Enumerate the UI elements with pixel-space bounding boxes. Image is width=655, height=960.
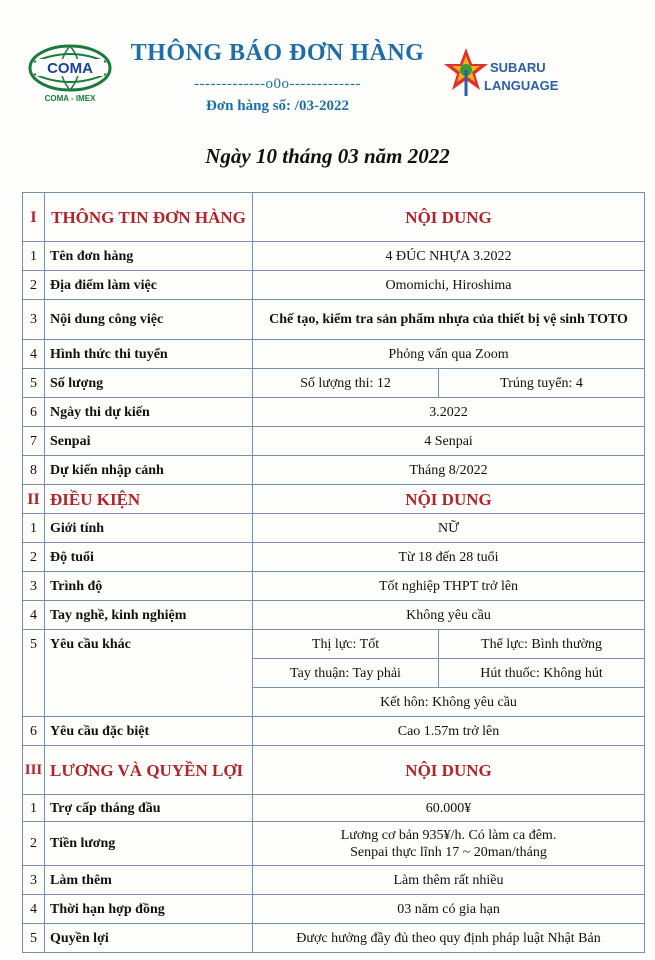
row-label: Thời hạn hợp đồng: [45, 895, 253, 924]
section-label: ĐIỀU KIỆN: [45, 485, 253, 514]
row-value: 3.2022: [253, 398, 645, 427]
section-label: LƯƠNG VÀ QUYỀN LỢI: [45, 746, 253, 795]
row-label: Dự kiến nhập cảnh: [45, 456, 253, 485]
row-number: 5: [23, 630, 45, 717]
section-number: II: [23, 485, 45, 514]
row-value: Từ 18 đến 28 tuổi: [253, 543, 645, 572]
row-value: 60.000¥: [253, 795, 645, 822]
table-row: [23, 398, 645, 427]
section-number: I: [23, 193, 45, 242]
table-row: [23, 924, 645, 953]
title-divider: -------------o0o-------------: [194, 76, 361, 92]
table-row: [23, 795, 645, 822]
table-row: [23, 456, 645, 485]
row-number: 1: [23, 242, 45, 271]
row-value: 03 năm có gia hạn: [253, 895, 645, 924]
row-value-exam-count: Số lượng thi: 12: [253, 369, 439, 398]
row-value: Chế tạo, kiểm tra sản phẩm nhựa của thiết bị vệ sinh TOTO: [253, 300, 645, 340]
row-number: 8: [23, 456, 45, 485]
table-row: [23, 543, 645, 572]
row-value: 4 ĐÚC NHỰA 3.2022: [253, 242, 645, 271]
row-label: Độ tuổi: [45, 543, 253, 572]
row-value: Phỏng vấn qua Zoom: [253, 340, 645, 369]
row-value-handedness: Tay thuận: Tay phải: [253, 659, 439, 688]
table-row: [23, 271, 645, 300]
document-date: Ngày 10 tháng 03 năm 2022: [205, 144, 450, 168]
row-label: Tiền lương: [45, 822, 253, 866]
row-value-marriage: Kết hôn: Không yêu cầu: [253, 688, 645, 717]
row-number: 4: [23, 601, 45, 630]
row-value: Không yêu cầu: [253, 601, 645, 630]
table-row: [23, 866, 645, 895]
table-row: [23, 601, 645, 630]
row-number: 4: [23, 895, 45, 924]
table-row: [23, 717, 645, 746]
row-value: Được hưởng đầy đủ theo quy định pháp luật Nhật Bản: [253, 924, 645, 953]
row-number: 3: [23, 572, 45, 601]
section-3-header: [23, 746, 645, 795]
row-value: Omomichi, Hiroshima: [253, 271, 645, 300]
row-label: Trình độ: [45, 572, 253, 601]
language-logo-text: LANGUAGE: [484, 78, 559, 93]
salary-line-2: Senpai thực lĩnh 17 ~ 20man/tháng: [350, 844, 547, 860]
table-row: [23, 369, 645, 398]
section-1-header: [23, 193, 645, 242]
row-label: Tên đơn hàng: [45, 242, 253, 271]
row-value-passed-count: Trúng tuyển: 4: [439, 369, 645, 398]
row-value: Tốt nghiệp THPT trở lên: [253, 572, 645, 601]
row-number: 3: [23, 300, 45, 340]
row-number: 7: [23, 427, 45, 456]
row-value-eyesight: Thị lực: Tốt: [253, 630, 439, 659]
order-number: Đơn hàng số: /03-2022: [206, 98, 349, 114]
row-label: Trợ cấp tháng đầu: [45, 795, 253, 822]
row-number: 1: [23, 795, 45, 822]
row-number: 2: [23, 543, 45, 572]
row-number: 6: [23, 717, 45, 746]
section-number: III: [23, 746, 45, 795]
row-label: Giới tính: [45, 514, 253, 543]
row-value: Cao 1.57m trở lên: [253, 717, 645, 746]
table-row: [23, 242, 645, 271]
coma-logo-icon: [22, 40, 122, 104]
subaru-logo-icon: [444, 44, 564, 104]
section-label: THÔNG TIN ĐƠN HÀNG: [45, 193, 253, 242]
table-row: [23, 572, 645, 601]
row-value: Tháng 8/2022: [253, 456, 645, 485]
row-label: Số lượng: [45, 369, 253, 398]
table-row: [23, 300, 645, 340]
document-header: [0, 0, 655, 180]
row-label: Ngày thi dự kiến: [45, 398, 253, 427]
row-label: Nội dung công việc: [45, 300, 253, 340]
row-label: Senpai: [45, 427, 253, 456]
row-label: Yêu cầu khác: [45, 630, 253, 717]
row-label: Quyền lợi: [45, 924, 253, 953]
row-label: Làm thêm: [45, 866, 253, 895]
row-label: Yêu cầu đặc biệt: [45, 717, 253, 746]
row-number: 1: [23, 514, 45, 543]
salary-line-1: Lương cơ bản 935¥/h. Có làm ca đêm.: [340, 827, 557, 843]
row-number: 5: [23, 369, 45, 398]
table-row: [23, 822, 645, 866]
row-number: 3: [23, 866, 45, 895]
row-value: Làm thêm rất nhiều: [253, 866, 645, 895]
table-row: [23, 427, 645, 456]
row-number: 4: [23, 340, 45, 369]
coma-logo-text: COMA: [47, 60, 93, 77]
subaru-logo-text: SUBARU: [490, 60, 546, 75]
table-row: [23, 895, 645, 924]
row-value: [253, 822, 645, 866]
row-number: 2: [23, 822, 45, 866]
row-label: Tay nghề, kinh nghiệm: [45, 601, 253, 630]
table-row: [23, 340, 645, 369]
row-number: 2: [23, 271, 45, 300]
content-header: NỘI DUNG: [253, 746, 645, 795]
table-row: [23, 630, 645, 659]
order-table: [22, 192, 645, 953]
row-value: 4 Senpai: [253, 427, 645, 456]
table-row: [23, 514, 645, 543]
page-title: THÔNG BÁO ĐƠN HÀNG: [130, 40, 425, 66]
row-label: Địa điểm làm việc: [45, 271, 253, 300]
row-number: 5: [23, 924, 45, 953]
content-header: NỘI DUNG: [253, 485, 645, 514]
row-value-smoking: Hút thuốc: Không hút: [439, 659, 645, 688]
row-number: 6: [23, 398, 45, 427]
row-label: Hình thức thi tuyển: [45, 340, 253, 369]
coma-logo-subtext: COMA - IMEX: [44, 94, 96, 103]
row-value-fitness: Thể lực: Bình thường: [439, 630, 645, 659]
content-header: NỘI DUNG: [253, 193, 645, 242]
row-value: NỮ: [253, 514, 645, 543]
section-2-header: [23, 485, 645, 514]
